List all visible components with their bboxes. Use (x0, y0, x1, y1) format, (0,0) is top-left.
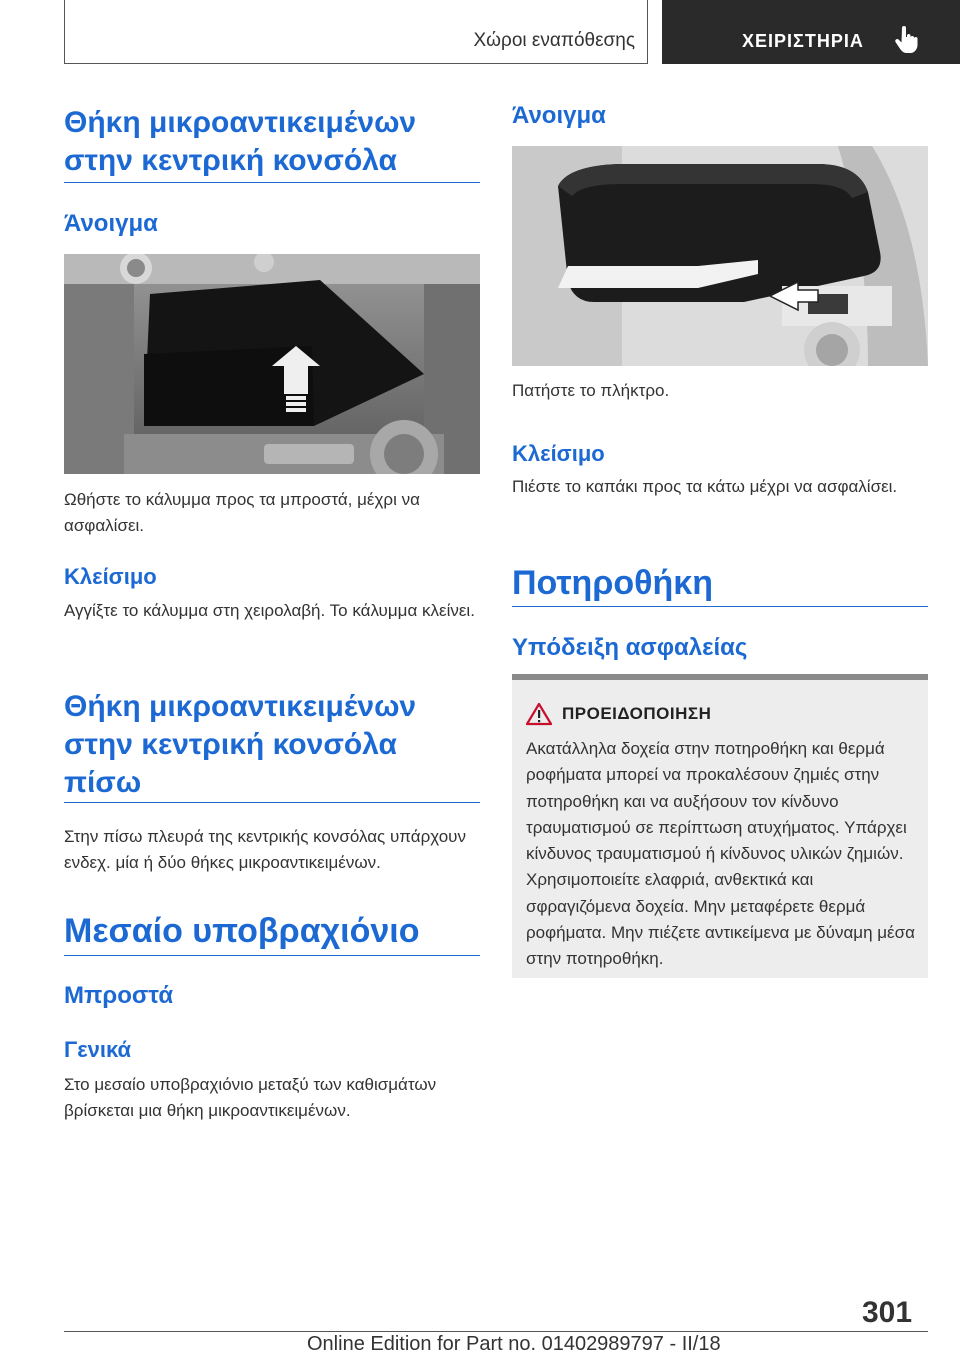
press-button-text: Πατήστε το πλήκτρο. (512, 381, 670, 400)
warning-title: ΠΡΟΕΙΔΟΠΟΙΗΣΗ (562, 704, 712, 723)
warning-text: Ακατάλληλα δοχεία στην ποτηροθήκη και θερμά ροφήματα μπορεί να προκαλέσουν ζημιές στην ποτηροθήκη και να αυξήσουν τον κίνδυνο τραυματισμού σε περίπτωση ατυχήματος. Υπάρχει κίνδυνος τραυματισμού ή κίνδυνος υλικών ζημιών. Χρησιμοποιείτε ελαφριά, ανθεκτικά και σφραγιζόμενα δοχεία. Μην μεταφέρετε θερμά ροφήματα. Μην πιέζετε αντικείμενα με δύναμη μέσα στην ποτηροθήκη. (526, 739, 915, 969)
footer-edition: Online Edition for Part no. 01402989797 - II/18 (307, 1333, 721, 1355)
warning-box (512, 674, 928, 978)
heading-safety-note: Υπόδειξη ασφαλείας (512, 634, 748, 661)
heading-opening: Άνοιγμα (512, 102, 606, 129)
section-title-armrest: Μεσαίο υποβραχιόνιο (64, 912, 420, 950)
rear-storage-text: Στην πίσω πλευρά της κεντρικής κονσόλας υπάρχουν ενδεχ. μία ή δύο θήκες μικροαντικειμένων. (64, 827, 466, 872)
footer-rule (64, 1331, 928, 1332)
heading-front: Μπροστά (64, 982, 174, 1009)
heading-closing: Κλείσιμο (64, 564, 157, 589)
page-number: 301 (862, 1296, 913, 1329)
closing-text: Πιέστε το καπάκι προς τα κάτω μέχρι να ασφαλίσει. (512, 477, 898, 496)
section-title-console-storage: Θήκη μικροαντικειμένων στην κεντρική κονσόλα (64, 106, 417, 177)
section-title-rear-storage: Θήκη μικροαντικειμένων στην κεντρική κονσόλα πίσω (64, 690, 417, 799)
hand-pointer-icon (894, 26, 918, 54)
warning-triangle-icon (526, 702, 552, 726)
heading-general: Γενικά (64, 1037, 132, 1062)
armrest-photo (512, 146, 928, 366)
page-header (64, 0, 960, 66)
title-rule (64, 955, 480, 956)
general-text: Στο μεσαίο υποβραχιόνιο μεταξύ των καθισμάτων βρίσκεται μια θήκη μικροαντικειμένων. (64, 1075, 437, 1120)
heading-closing: Κλείσιμο (512, 441, 605, 466)
console-storage-photo (64, 254, 480, 474)
header-frame (64, 0, 648, 64)
header-chapter-label: ΧΕΙΡΙΣΤΗΡΙΑ (742, 31, 864, 51)
header-section-title: Χώροι εναπόθεσης (473, 30, 635, 51)
title-rule (64, 182, 480, 183)
opening-instructions: Ωθήστε το κάλυμμα προς τα μπροστά, μέχρι να ασφαλίσει. (64, 490, 420, 535)
header-chapter-tab (662, 0, 960, 64)
heading-opening: Άνοιγμα (64, 210, 158, 237)
section-title-cupholder: Ποτηροθήκη (512, 564, 713, 602)
title-rule (512, 606, 928, 607)
closing-instructions: Αγγίξτε το κάλυμμα στη χειρολαβή. Το κάλυμμα κλείνει. (64, 601, 475, 620)
title-rule (64, 802, 480, 803)
